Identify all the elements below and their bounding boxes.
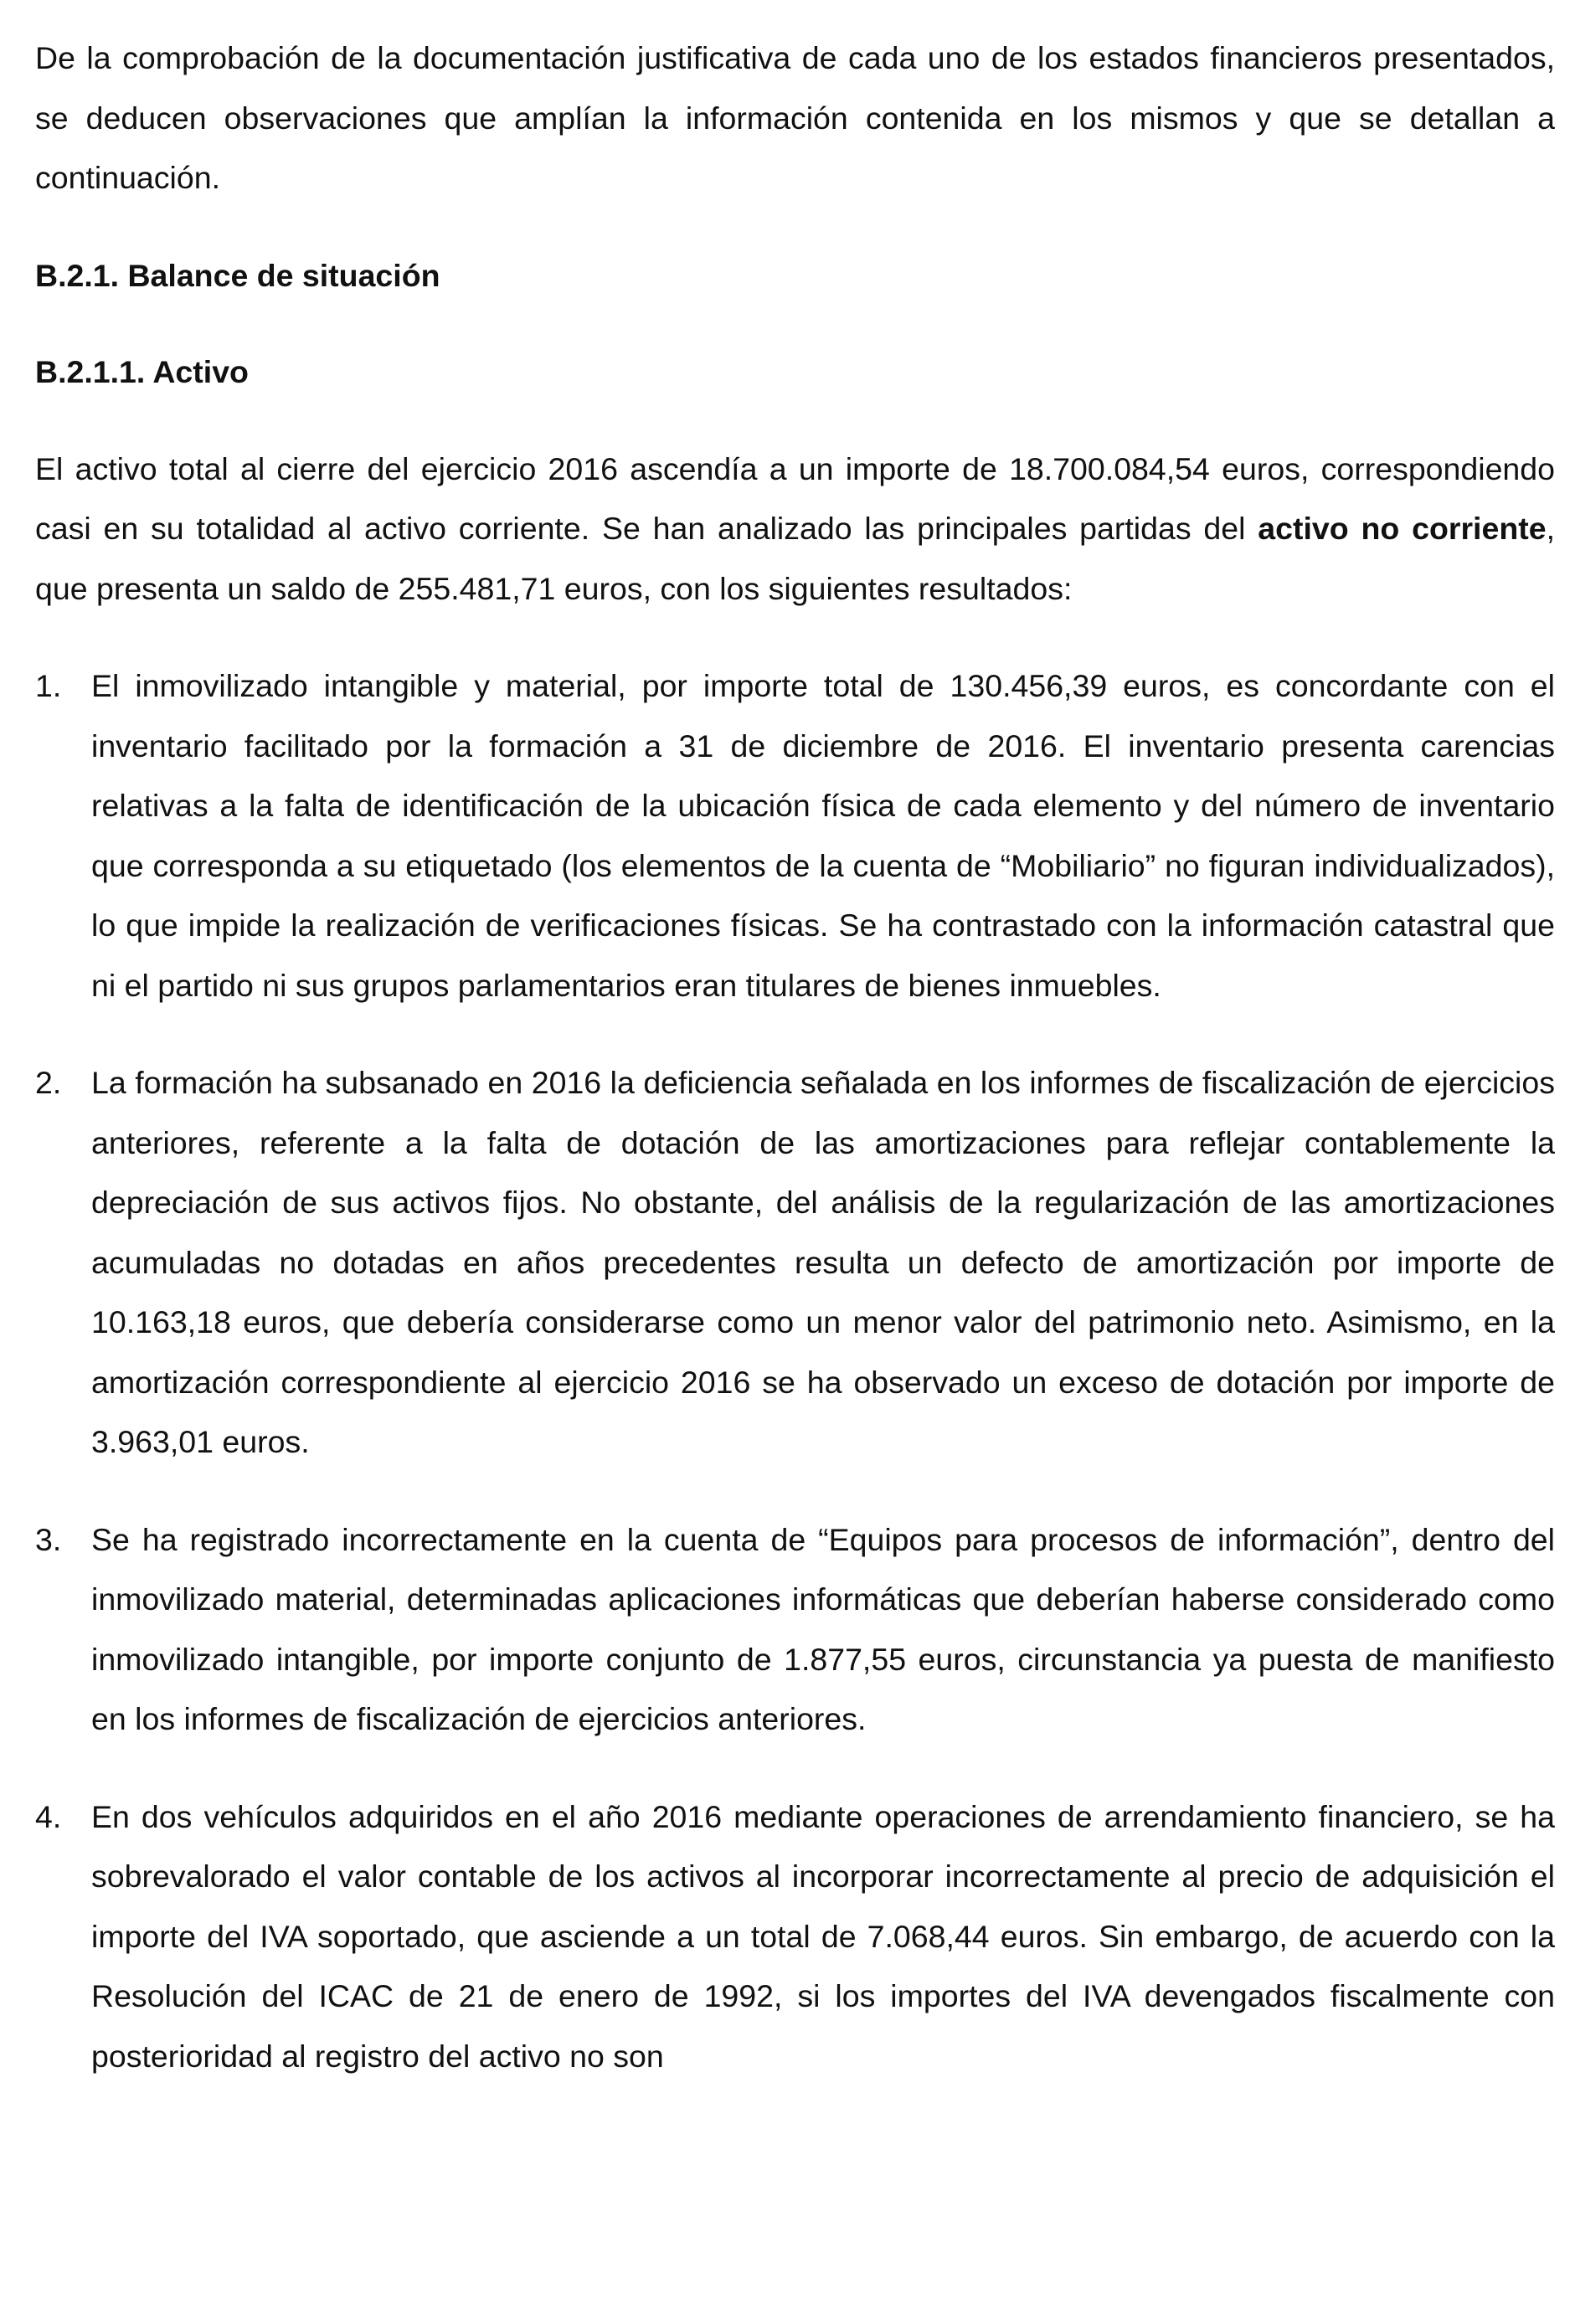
list-item-number: 1. (35, 668, 62, 703)
activo-no-corriente-bold: activo no corriente (1258, 511, 1547, 546)
list-item-text: Se ha registrado incorrectamente en la cuenta de “Equipos para procesos de información”, dentro del inmovilizado material, determinadas aplicaciones informáticas que deberían haberse considerado como inmovilizado intangible, por importe conjunto de 1.877,55 euros, circunstancia ya puesta de manifiesto en los informes de fiscalización de ejercicios anteriores. (91, 1521, 1555, 1736)
list-item-number: 4. (35, 1798, 62, 1834)
list-item (35, 1787, 1555, 2087)
list-item-text: El inmovilizado intangible y material, por importe total de 130.456,39 euros, es concordante con el inventario facilitado por la formación a 31 de diciembre de 2016. El inventario presenta carencias relativas a la falta de identificación de la ubicación física de cada elemento y del número de inventario que corresponda a su etiquetado (los elementos de la cuenta de “Mobiliario” no figuran individualizados), lo que impide la realización de verificaciones físicas. Se ha contrastado con la información catastral que ni el partido ni sus grupos parlamentarios eran titulares de bienes inmuebles. (91, 668, 1555, 1003)
activo-text-part1: El activo total al cierre del ejercicio 2016 ascendía a un importe de 18.700.084,54 euros, correspondiendo casi en su totalidad al activo corriente. Se han analizado las principales partidas del (35, 450, 1555, 546)
list-item (35, 1510, 1555, 1750)
findings-list (35, 656, 1555, 2086)
subsection-heading-activo: B.2.1.1. Activo (35, 354, 249, 389)
list-item (35, 1053, 1555, 1473)
list-item-text: En dos vehículos adquiridos en el año 2016 mediante operaciones de arrendamiento financiero, se ha sobrevalorado el valor contable de los activos al incorporar incorrectamente al precio de adquisición el importe del IVA soportado, que asciende a un total de 7.068,44 euros. Sin embargo, de acuerdo con la Resolución del ICAC de 21 de enero de 1992, si los importes del IVA devengados fiscalmente con posterioridad al registro del activo no son (91, 1798, 1555, 2074)
list-item-number: 3. (35, 1521, 62, 1557)
intro-paragraph: De la comprobación de la documentación justificativa de cada uno de los estados financieros presentados, se deducen observaciones que amplían la información contenida en los mismos y que se detallan a continuación. (35, 40, 1555, 195)
list-item-number: 2. (35, 1065, 62, 1100)
section-heading-balance: B.2.1. Balance de situación (35, 257, 440, 293)
list-item-text: La formación ha subsanado en 2016 la deficiencia señalada en los informes de fiscalización de ejercicios anteriores, referente a la falta de dotación de las amortizaciones para reflejar contablemente la depreciación de sus activos fijos. No obstante, del análisis de la regularización de las amortizaciones acumuladas no dotadas en años precedentes resulta un defecto de amortización por importe de 10.163,18 euros, que debería considerarse como un menor valor del patrimonio neto. Asimismo, en la amortización correspondiente al ejercicio 2016 se ha observado un exceso de dotación por importe de 3.963,01 euros. (91, 1065, 1555, 1459)
activo-paragraph (35, 440, 1555, 620)
document-page (35, 28, 1555, 2086)
activo-text-part2: , que presenta un saldo de 255.481,71 euros, con los siguientes resultados: (35, 511, 1555, 606)
list-item (35, 656, 1555, 1015)
